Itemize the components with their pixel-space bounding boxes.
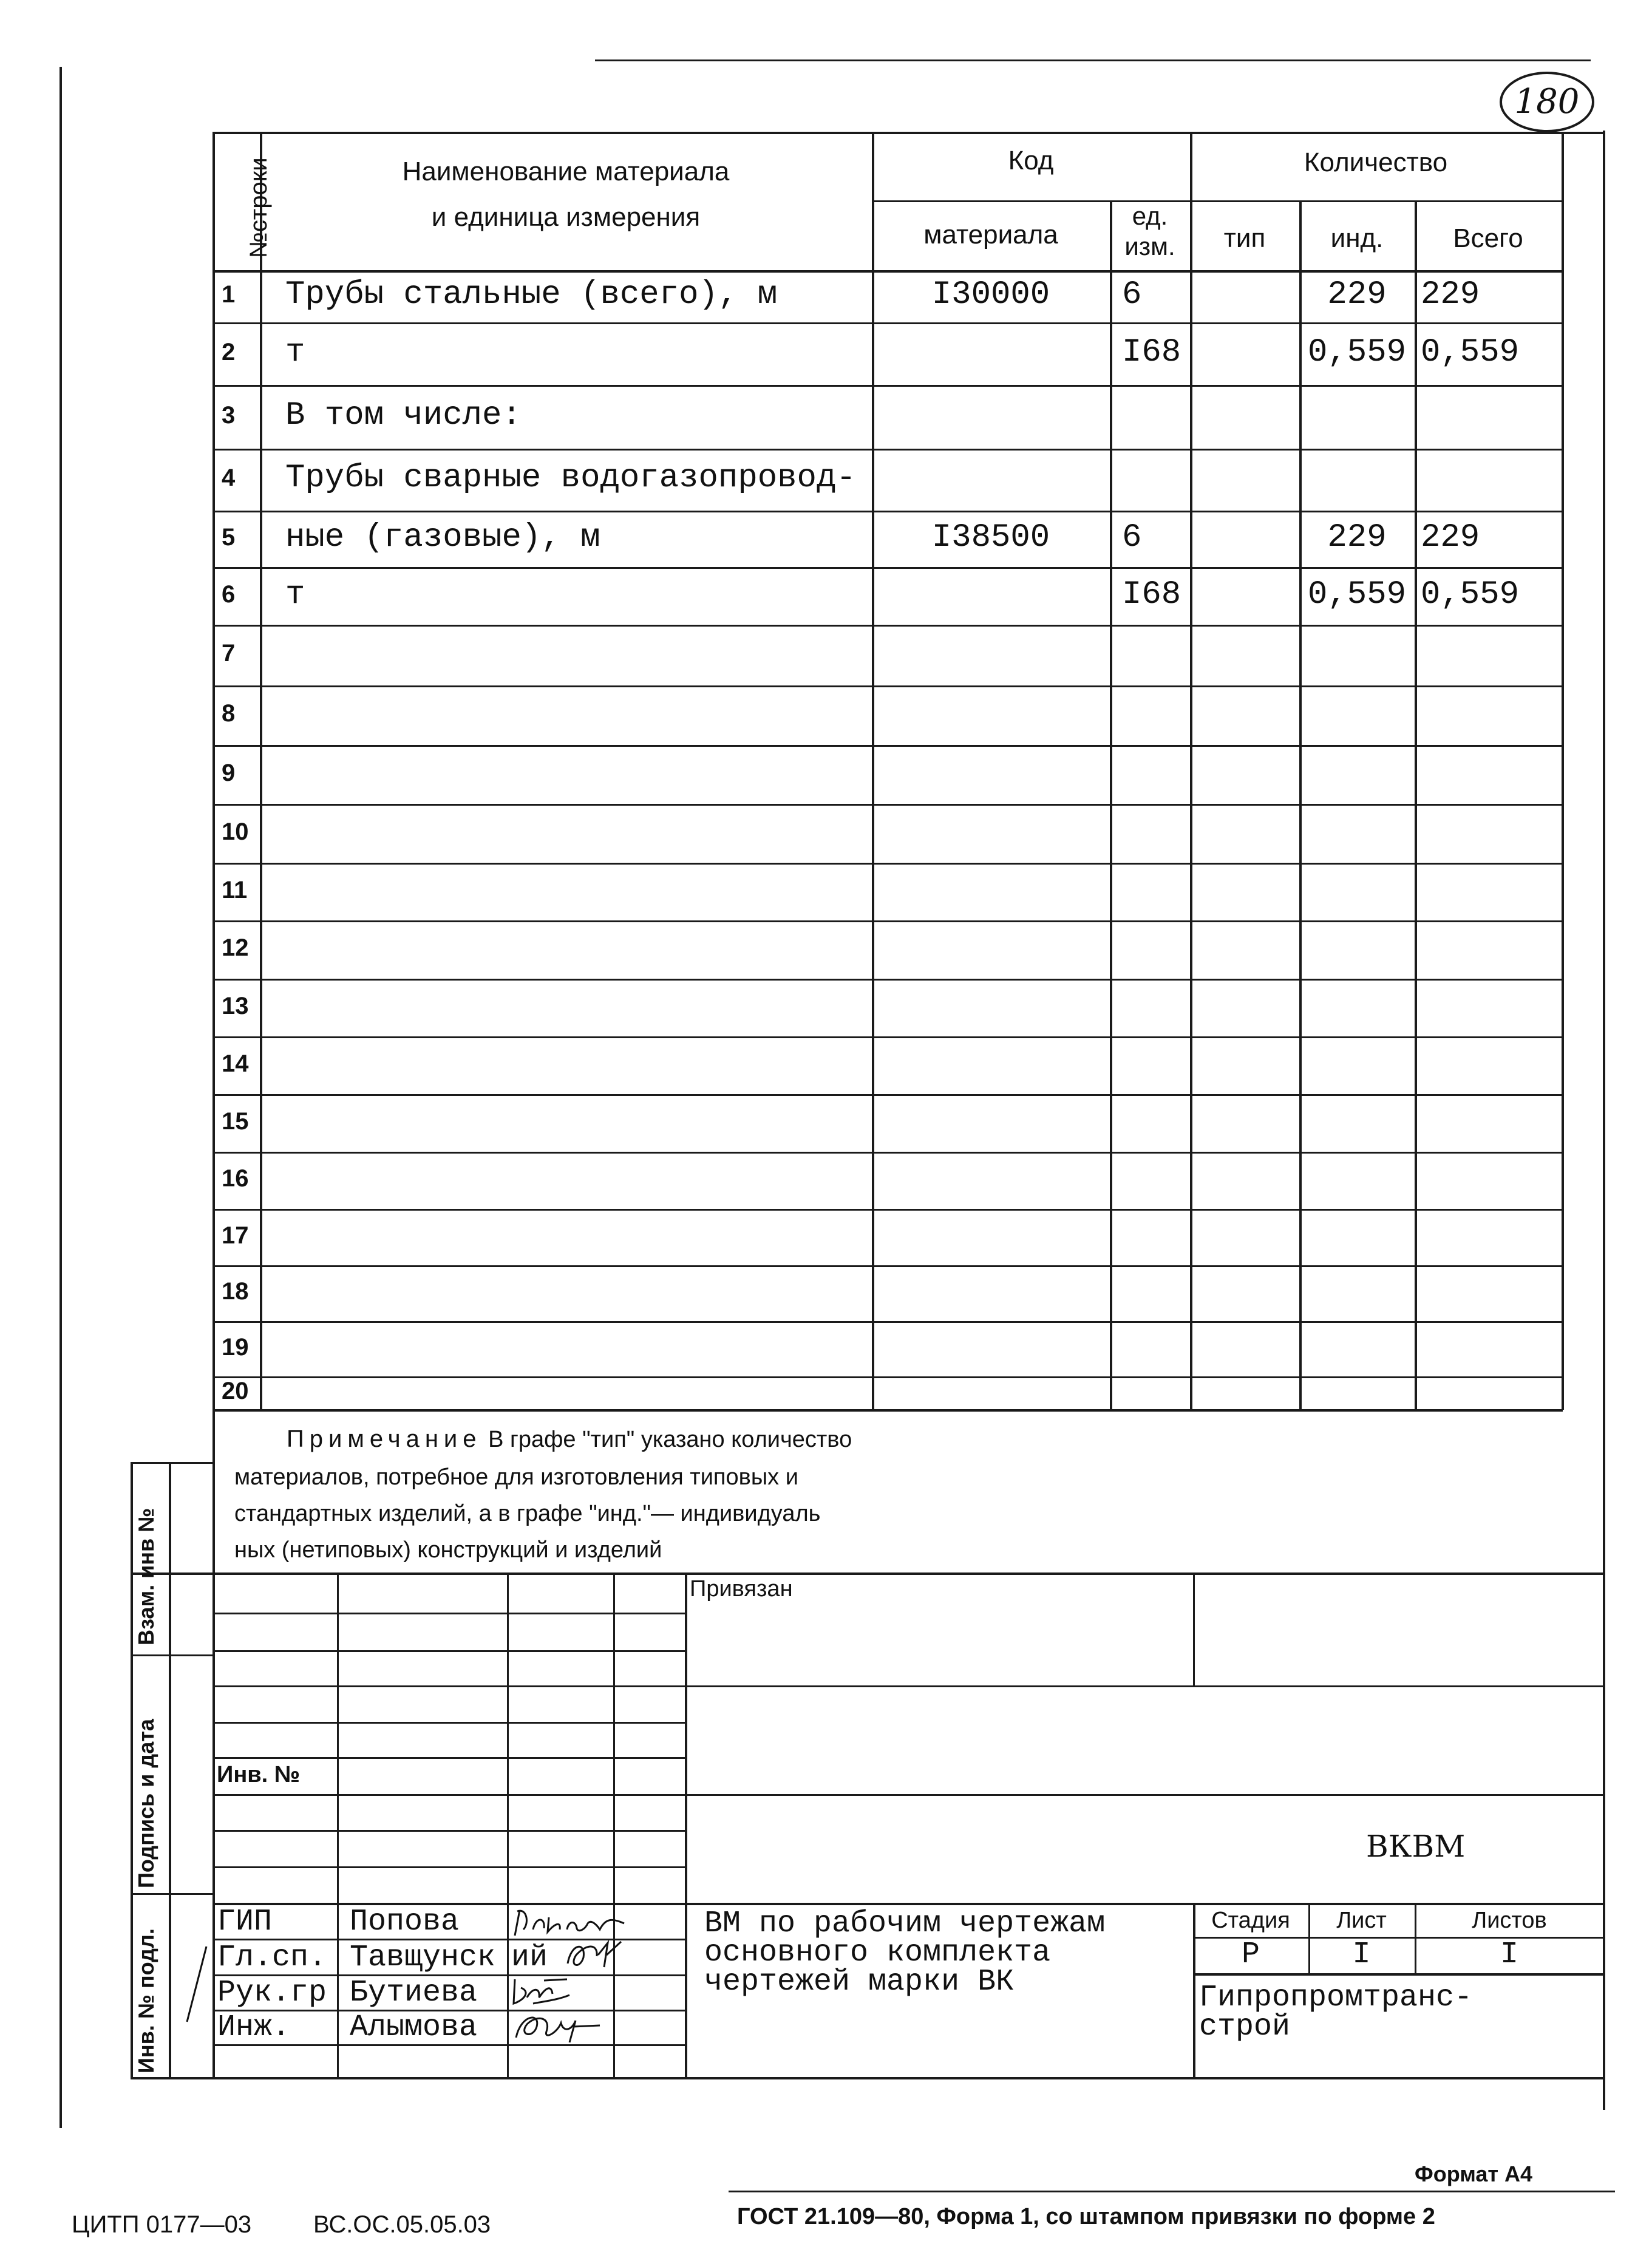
note-line4: ных (нетиповых) конструкций и изделий: [234, 1537, 662, 1563]
cell-name: Трубы сварные водогазопровод-: [285, 460, 856, 497]
header-bottom-line: [212, 270, 1563, 273]
signature-slash: [182, 1943, 212, 2028]
left-margin-line: [59, 67, 62, 2128]
row-number: 13: [222, 992, 249, 1019]
header-mid-line: [872, 200, 1563, 202]
header-row-no: №строки: [245, 157, 272, 258]
row-separator: [212, 1321, 1563, 1323]
row-number: 14: [222, 1050, 249, 1077]
sheets-value: I: [1500, 1937, 1518, 1972]
cell-name: т: [285, 333, 305, 371]
row-separator: [212, 685, 1563, 687]
footer-line: [729, 2191, 1615, 2192]
row-separator: [212, 1376, 1563, 1378]
header-unit-line1: ед.: [1132, 202, 1168, 230]
cell-unit: 6: [1122, 518, 1142, 556]
row-separator: [212, 322, 1563, 324]
row-number: 20: [222, 1378, 249, 1404]
cell-ind: 0,559: [1307, 333, 1407, 371]
cell-unit: I68: [1122, 576, 1181, 613]
role-gip: ГИП: [217, 1905, 273, 1939]
note-line1: [287, 1426, 852, 1453]
header-material: материала: [923, 220, 1058, 250]
cell-name: Трубы стальные (всего), м: [285, 276, 778, 313]
side-strip-inner: [169, 1462, 171, 2078]
row-number: 7: [222, 640, 236, 667]
stamp-bottom-line: [131, 2077, 1604, 2079]
cell-unit: 6: [1122, 276, 1142, 313]
note-line2: материалов, потребное для изготовления типовых и: [234, 1464, 798, 1490]
note-line3: стандартных изделий, а в графе "инд."— индивидуаль: [234, 1501, 821, 1526]
grid-h2: [212, 1650, 685, 1652]
stage-value: Р: [1241, 1937, 1260, 1972]
row-number: 11: [222, 876, 248, 903]
row-number: 5: [222, 523, 236, 551]
row-number: 1: [222, 280, 236, 308]
grid-h5: [212, 1757, 685, 1759]
stage-label: Стадия: [1211, 1908, 1290, 1933]
stamp-top-line: [131, 1572, 1604, 1575]
row-number: 2: [222, 338, 236, 365]
row-number: 12: [222, 934, 249, 961]
footer-left: ЦИТП 0177—03: [72, 2211, 252, 2238]
row-number: 4: [222, 464, 236, 491]
cell-total: 229: [1421, 518, 1480, 556]
side-strip-left: [131, 1462, 133, 2078]
row-number: 6: [222, 580, 236, 608]
row-separator: [212, 979, 1563, 981]
cell-code: I38500: [931, 518, 1050, 556]
grid-h6: [212, 1794, 685, 1796]
signature-popova: [509, 1905, 642, 1939]
row-separator: [212, 920, 1563, 922]
header-total: Всего: [1453, 223, 1523, 253]
header-unit-line2: изм.: [1124, 232, 1175, 260]
page-number-stamp: 180: [1500, 72, 1594, 132]
stamp-left-line: [212, 1410, 215, 2078]
row-number: 8: [222, 700, 236, 727]
title-line1: ВМ по рабочим чертежам: [704, 1906, 1106, 1941]
name-alymova: Алымова: [350, 2010, 478, 2045]
row-separator: [212, 1265, 1563, 1267]
footer-gost: ГОСТ 21.109—80, Форма 1, со штампом привязки по форме 2: [737, 2204, 1435, 2229]
grid-v3: [613, 1572, 615, 2077]
sheet-value: I: [1352, 1937, 1371, 1972]
row-number: 16: [222, 1165, 249, 1192]
cell-name: т: [285, 576, 305, 613]
privyazan-right: [1193, 1572, 1195, 1687]
vkvm-label: ВКВМ: [1366, 1829, 1466, 1864]
footer-code: ВС.ОС.05.05.03: [313, 2211, 491, 2238]
row-separator: [212, 1209, 1563, 1211]
cell-unit: I68: [1122, 333, 1181, 371]
row-separator: [212, 385, 1563, 387]
header-quantity: Количество: [1304, 148, 1448, 177]
privyazan-bottom: [685, 1685, 1604, 1687]
row-separator: [212, 511, 1563, 512]
top-margin-line: [595, 59, 1591, 61]
stage-values-bottom: [1193, 1973, 1604, 1976]
grid-h3: [212, 1685, 685, 1687]
inv-no-label: Инв. №: [217, 1762, 301, 1787]
note-text-1: В графе "тип" указано количество: [488, 1427, 852, 1452]
signature-tavshchunskiy: [562, 1937, 628, 1973]
role-inzh: Инж.: [217, 2010, 291, 2045]
table-top-border: [212, 132, 1604, 134]
cell-name: ные (газовые), м: [285, 518, 600, 556]
privyazan-label: Привязан: [690, 1576, 793, 1602]
row-number: 17: [222, 1222, 249, 1249]
side-label-inv-podl: Инв. № подл.: [134, 1928, 158, 2073]
row-number: 18: [222, 1278, 249, 1305]
row-separator: [212, 745, 1563, 747]
cell-total: 0,559: [1421, 333, 1520, 371]
header-type: тип: [1223, 223, 1266, 253]
side-label-vzam: Взам. инв №: [134, 1508, 158, 1645]
right-frame-line: [1603, 131, 1605, 2110]
header-ind: инд.: [1330, 223, 1384, 253]
role-gl-sp: Гл.сп.: [217, 1940, 327, 1975]
role-ruk-gr: Рук.гр: [217, 1976, 327, 2010]
name-popova: Попова: [350, 1905, 460, 1939]
cell-ind: 229: [1327, 276, 1387, 313]
row-separator: [212, 1036, 1563, 1038]
signature-butieva: [509, 1973, 582, 2010]
format-label: Формат А4: [1415, 2161, 1533, 2186]
row-separator: [212, 1152, 1563, 1154]
row-separator: [212, 625, 1563, 627]
sheet-label: Лист: [1336, 1908, 1387, 1933]
cell-ind: 229: [1327, 518, 1387, 556]
grid-v1: [337, 1572, 339, 2077]
signature-alymova: [509, 2008, 612, 2045]
org-line1: Гипропромтранс-: [1199, 1980, 1473, 2015]
cell-total: 229: [1421, 276, 1480, 313]
header-code: Код: [1008, 146, 1054, 175]
row-separator: [212, 863, 1563, 865]
cell-total: 0,559: [1421, 576, 1520, 613]
sheets-label: Листов: [1472, 1908, 1547, 1933]
title-line3: чертежей марки ВК: [704, 1965, 1015, 1999]
row-number: 15: [222, 1107, 249, 1135]
title-line2: основного комплекта: [704, 1936, 1051, 1970]
row-number: 19: [222, 1333, 249, 1361]
grid-h7: [212, 1830, 685, 1832]
row-number: 10: [222, 818, 249, 845]
row-separator: [212, 449, 1563, 450]
cell-name: В том числе:: [285, 396, 522, 434]
title-block-top: [685, 1903, 1604, 1905]
header-name-line2: и единица измерения: [431, 202, 701, 232]
name-suffix: ий: [511, 1940, 548, 1975]
name-tavshchunsk: Тавщунск: [350, 1940, 496, 1975]
org-line2: строй: [1199, 2010, 1291, 2044]
row-separator: [212, 1094, 1563, 1096]
grid-h4: [212, 1722, 685, 1724]
header-name-line1: Наименование материала: [402, 157, 730, 186]
grid-h8: [212, 1866, 685, 1868]
side-label-podpis: Подпись и дата: [134, 1719, 158, 1888]
row-separator: [212, 1409, 1563, 1412]
grid-h1: [212, 1613, 685, 1614]
cell-ind: 0,559: [1307, 576, 1407, 613]
row-separator: [212, 804, 1563, 806]
row-number: 9: [222, 759, 236, 786]
note-title: Примечание: [287, 1426, 482, 1452]
mid-line: [685, 1794, 1604, 1796]
grid-v4: [685, 1572, 687, 2077]
row-number: 3: [222, 401, 236, 429]
side-strip-top: [131, 1462, 212, 1464]
row-separator: [212, 567, 1563, 569]
cell-code: I30000: [931, 276, 1050, 313]
name-butieva: Бутиева: [350, 1976, 478, 2010]
